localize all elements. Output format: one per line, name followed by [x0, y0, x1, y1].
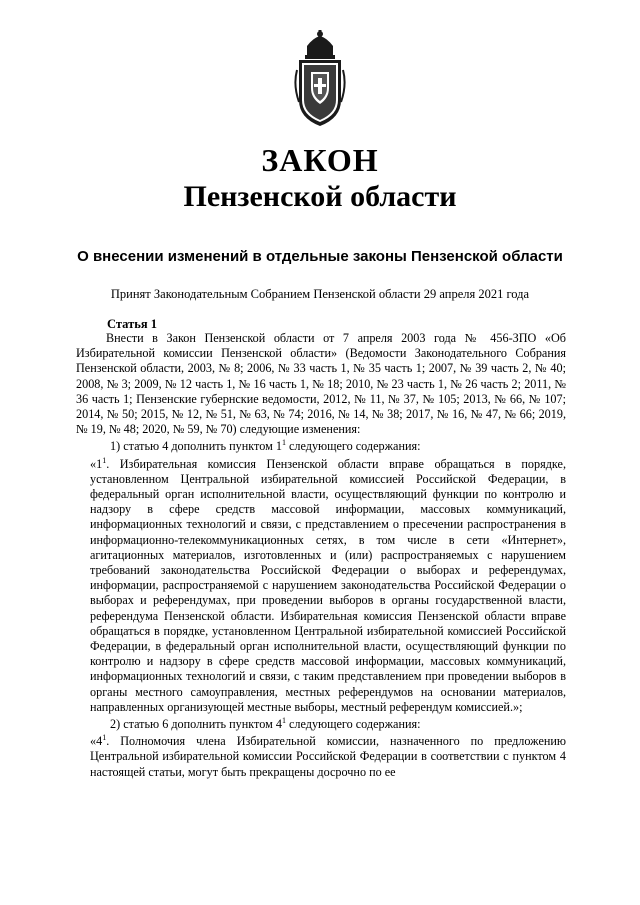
law-subject: О внесении изменений в отдельные законы Пензенской области	[77, 248, 563, 265]
amendment-text-2: «$4^1$. Полномочия члена Избирательной комиссии, назначенного по предложению Центральной избирательной комиссии Российской Федерации в соответствии с пунктом 4 настоящей статьи, могут быть прекращены досрочно по ее	[90, 733, 566, 779]
law-title: ЗАКОН	[261, 142, 379, 178]
amendment-item-2: 2) статью 6 дополнить пунктом $4^1$ следующего содержания:	[110, 716, 421, 732]
amendment-item-1: 1) статью 4 дополнить пунктом $1^1$ следующего содержания:	[110, 438, 421, 454]
coat-of-arms-icon	[293, 30, 347, 128]
article-body	[76, 331, 566, 780]
law-region: Пензенской области	[183, 180, 457, 213]
article-intro: Внести в Закон Пензенской области от 7 апреля 2003 года № 456-ЗПО «Об Избирательной комиссии Пензенской области» (Ведомости Законодательного Собрания Пензенской области, 2003, № 8; 2006, № 33 часть 1, № 35 часть 1; 2007, № 39 часть 2, № 40; 2008, № 3; 2009, № 12 часть 1, № 16 часть 1, № 18; 2010, № 23 часть 1, № 26 часть 2; 2011, № 36 часть 1; Пензенские губернские ведомости, 2012, № 11, № 37, № 105; 2013, № 66, № 107; 2014, № 50; 2015, № 12, № 51, № 63, № 74; 2016, № 14, № 38; 2017, № 16, № 47, № 66; 2019, № 19, № 48; 2020, № 59, № 70) следующие изменения:	[76, 331, 566, 437]
amendment-text-1: «$1^1$. Избирательная комиссия Пензенской области вправе обращаться в порядке, установленном Центральной избирательной комиссией Российской Федерации, в федеральный орган исполнительной власти, осуществляющий функции по контролю и надзору в сфере средств массовой информации, массовых коммуникаций, информационных технологий и связи, с представлением о пресечении распространения в информационно-телекоммуникационных сетях, в том числе в сети «Интернет», агитационных материалов, изготовленных и (или) распространяемых с нарушением требований законодательства Российской Федерации о выборах и референдумах, информации, распространяемой с нарушением законодательства Российской Федерации о выборах и референдумах, при проведении выборов в органы государственной власти, референдума Пензенской области. Избирательная комиссия Пензенской области вправе обращаться в порядке, установленном Центральной избирательной комиссией Российской Федерации, в федеральный орган исполнительной власти, осуществляющий функции по контролю и надзору в сфере средств массовой информации, массовых коммуникаций, информационных технологий и связи, с таким представлением при проведении выборов в органы местного самоуправления, местных референдумов на основании материалов, направленных организующей местные выборы, местный референдум комиссией.»;	[90, 455, 566, 714]
article-heading: Статья 1	[107, 317, 157, 331]
adoption-note: Принят Законодательным Собранием Пензенской области 29 апреля 2021 года	[110, 287, 530, 301]
